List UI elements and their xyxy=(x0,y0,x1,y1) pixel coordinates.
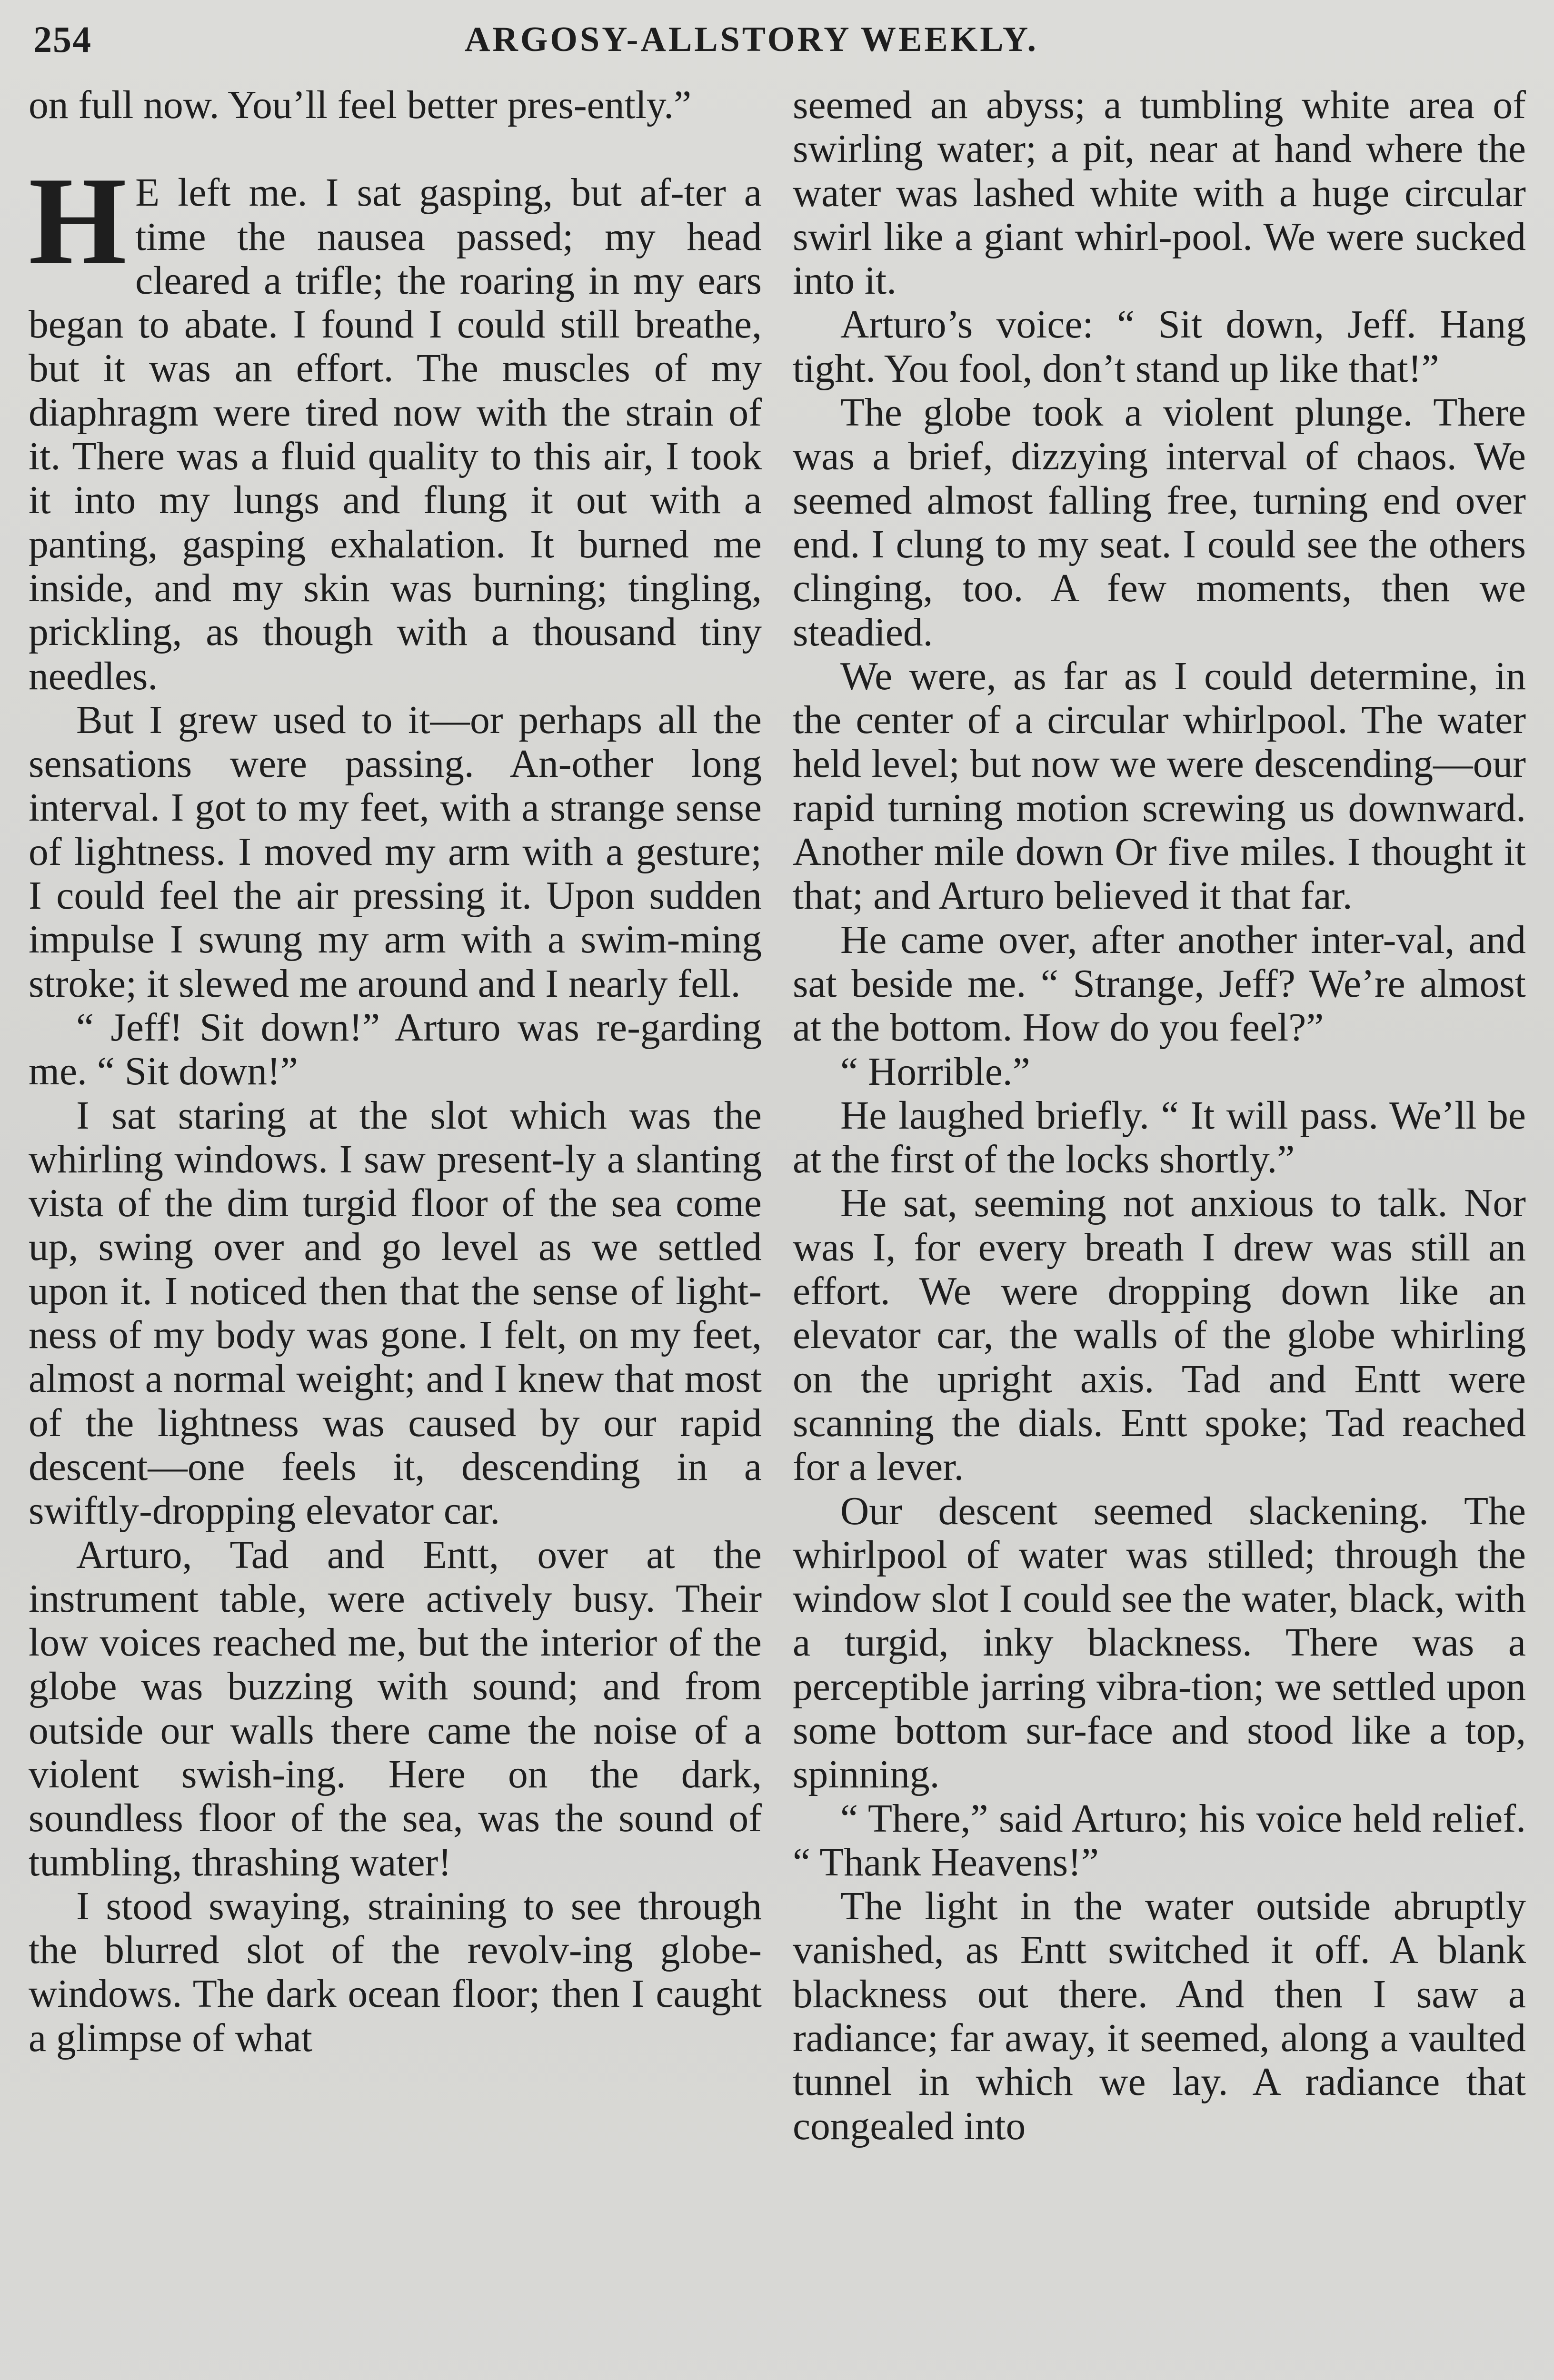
paragraph: But I grew used to it—or perhaps all the sensations were passing. An-other long interval. I got to my feet, with a strange sense of lightness. I moved my arm with a gesture; I could feel the air pressing it. Upon sudden impulse I swung my arm with a swim-ming stroke; it slewed me around and I nearly fell. xyxy=(29,698,762,1006)
paragraph: seemed an abyss; a tumbling white area of swirling water; a pit, near at hand where the water was lashed white with a huge circular swirl like a giant whirl-pool. We were sucked into it. xyxy=(793,83,1526,303)
paragraph: The light in the water outside abruptly vanished, as Entt switched it off. A blank blackness out there. And then I saw a radiance; far away, it seemed, along a vaulted tunnel in which we lay. A radiance that congealed into xyxy=(793,1884,1526,2148)
paragraph: “ There,” said Arturo; his voice held relief. “ Thank Heavens!” xyxy=(793,1796,1526,1884)
left-column xyxy=(29,83,762,2060)
running-title: ARGOSY-ALLSTORY WEEKLY. xyxy=(464,20,1039,59)
drop-cap: H xyxy=(29,151,127,291)
paragraph: on full now. You’ll feel better pres-ently.” xyxy=(29,83,692,127)
paragraph: “ Horrible.” xyxy=(840,1050,1030,1094)
section-paragraph xyxy=(29,151,762,698)
paragraph: He laughed briefly. “ It will pass. We’ll be at the first of the locks shortly.” xyxy=(793,1093,1526,1182)
paragraph: He came over, after another inter-val, and sat beside me. “ Strange, Jeff? We’re almost at the bottom. How do you feel?” xyxy=(793,918,1526,1050)
page-number: 254 xyxy=(33,19,92,60)
paragraph: Arturo, Tad and Entt, over at the instrument table, were actively busy. Their low voices reached me, but the interior of the globe was buzzing with sound; and from outside our walls there came the noise of a violent swish-ing. Here on the dark, soundless floor of the sea, was the sound of tumbling, thrashing water! xyxy=(29,1533,762,1884)
paragraph: Our descent seemed slackening. The whirlpool of water was stilled; through the window slot I could see the water, black, with a turgid, inky blackness. There was a perceptible jarring vibra-tion; we settled upon some bottom sur-face and stood like a top, spinning. xyxy=(793,1489,1526,1797)
paragraph: He sat, seeming not anxious to talk. Nor was I, for every breath I drew was still an effort. We were dropping down like an elevator car, the walls of the globe whirling on the upright axis. Tad and Entt were scanning the dials. Entt spoke; Tad reached for a lever. xyxy=(793,1181,1526,1489)
paragraph: I stood swaying, straining to see through the blurred slot of the revolv-ing globe-windows. The dark ocean floor; then I caught a glimpse of what xyxy=(29,1884,762,2060)
page-header xyxy=(33,13,1521,66)
paragraph-text: E left me. I sat gasping, but af-ter a time the nausea passed; my head cleared a trifle; the roaring in my ears began to abate. I found I could still breathe, but it was an effort. The muscles of my diaphragm were tired now with the strain of it. There was a fluid quality to this air, I took it into my lungs and flung it out with a panting, gasping exhalation. It burned me inside, and my skin was burning; tingling, prickling, as though with a thousand tiny needles. xyxy=(29,171,762,698)
paragraph: The globe took a violent plunge. There was a brief, dizzying interval of chaos. We seemed almost falling free, turning end over end. I clung to my seat. I could see the others clinging, too. A few moments, then we steadied. xyxy=(793,391,1526,654)
paragraph: We were, as far as I could determine, in the center of a circular whirlpool. The water held level; but now we were descending—our rapid turning motion screwing us downward. Another mile down Or five miles. I thought it that; and Arturo believed it that far. xyxy=(793,654,1526,918)
right-column xyxy=(793,83,1526,2148)
paragraph: I sat staring at the slot which was the whirling windows. I saw present-ly a slanting vista of the dim turgid floor of the sea come up, swing over and go level as we settled upon it. I noticed then that the sense of light-ness of my body was gone. I felt, on my feet, almost a normal weight; and I knew that most of the lightness was caused by our rapid descent—one feels it, descending in a swiftly-dropping elevator car. xyxy=(29,1093,762,1533)
paragraph: Arturo’s voice: “ Sit down, Jeff. Hang tight. You fool, don’t stand up like that!” xyxy=(793,303,1526,391)
paragraph: “ Jeff! Sit down!” Arturo was re-garding me. “ Sit down!” xyxy=(29,1005,762,1094)
